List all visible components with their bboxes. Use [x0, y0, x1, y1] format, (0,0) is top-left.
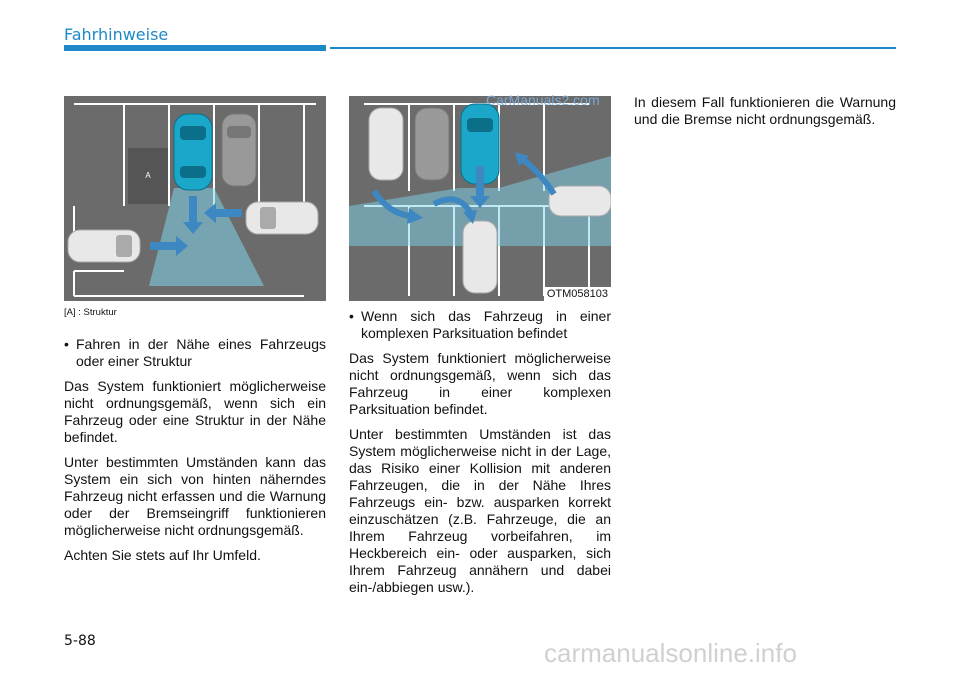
bullet-text: Fahren in der Nähe eines Fahrzeugs oder einer Struktur — [76, 336, 326, 369]
parking-lot-diagram-1 — [64, 96, 326, 301]
bullet-icon: • — [349, 308, 354, 324]
section-title: Fahrhinweise — [64, 25, 169, 44]
paragraph: Das System funktioniert möglicherweise nicht ordnungsgemäß, wenn sich das Fahrzeug in einer komplexen Parksituation befindet. — [349, 350, 611, 417]
paragraph: Achten Sie stets auf Ihr Umfeld. — [64, 547, 261, 563]
text-column-1 — [64, 336, 326, 572]
text-column-3 — [634, 94, 896, 136]
paragraph: In diesem Fall funktionieren die Warnung und die Bremse nicht ordnungsgemäß. — [634, 94, 896, 127]
page-number: 5-88 — [64, 633, 96, 649]
structure-label: A — [145, 171, 151, 180]
illustration-complex-parking — [349, 96, 611, 301]
header-rule-thin — [330, 47, 896, 49]
watermark-text: CarManuals2.com — [486, 92, 600, 108]
header-rule-thick — [64, 45, 326, 51]
paragraph: Unter bestimmten Umständen ist das System möglicherweise nicht in der Lage, das Risiko einer Kollision mit anderen Fahrzeugen, die in der Nähe Ihres Fahrzeugs ein- bzw. ausparken korrekt einzuschätzen (z.B. Fahrzeuge, die an Ihrem Fahrzeug vorbeifahren, im Heckbereich ein- oder ausparken, sich Ihrem Fahrzeug annähern und dabei ein-/abbiegen usw.). — [349, 426, 611, 595]
text-column-2 — [349, 308, 611, 604]
figure-caption: [A] : Struktur — [64, 307, 117, 318]
paragraph: Unter bestimmten Umständen kann das System ein sich von hinten näherndes Fahrzeug nicht erfassen und die Warnung oder der Bremseingriff funktionieren möglicherweise nicht ordnungsgemäß. — [64, 454, 326, 538]
footer-site-watermark: carmanualsonline.info — [544, 638, 797, 668]
illustration-nearby-structure — [64, 96, 326, 301]
bullet-text: Wenn sich das Fahrzeug in einer komplexen Parksituation befindet — [361, 308, 611, 341]
parking-lot-diagram-2 — [349, 96, 611, 301]
bullet-item — [64, 336, 326, 370]
bullet-icon: • — [64, 336, 69, 352]
bullet-item — [349, 308, 611, 342]
figure-code: OTM058103 — [544, 287, 611, 301]
paragraph: Das System funktioniert möglicherweise nicht ordnungsgemäß, wenn sich ein Fahrzeug oder eine Struktur in der Nähe befindet. — [64, 378, 326, 445]
